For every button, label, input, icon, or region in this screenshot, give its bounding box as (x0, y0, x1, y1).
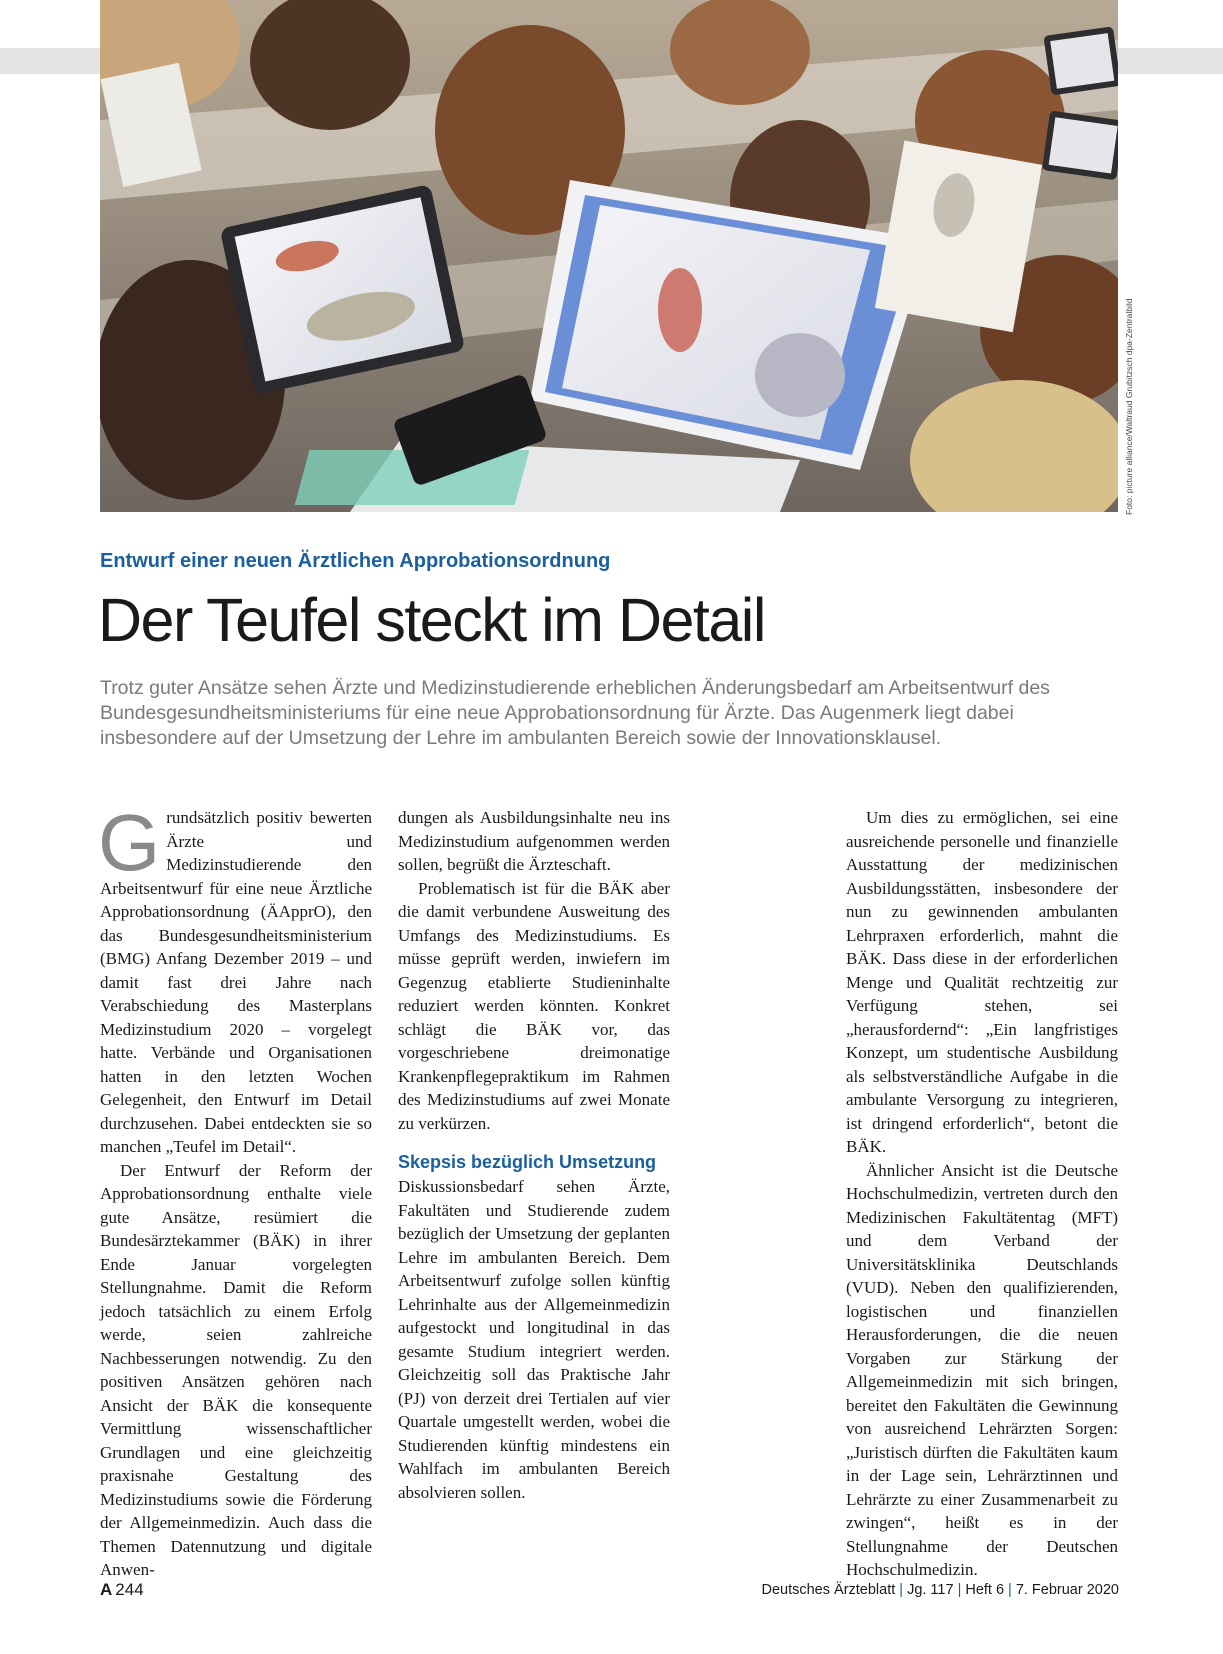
text-column-3 (846, 806, 1118, 1582)
journal-name: Deutsches Ärzteblatt (761, 1582, 896, 1598)
article-headline: Der Teufel steckt im Detail (98, 586, 765, 654)
paragraph: Der Entwurf der Reform der Approbationsordnung enthalte viele gute Ansätze, resümiert die Bundesärztekammer (BÄK) in ihrer Ende Januar vorgelegten Stellungnahme. Damit die Reform jedoch tatsächlich zu einem Erfolg werde, seien zahlreiche Nachbesserungen notwendig. Zu den positiven Ansätzen gehören nach Ansicht der BÄK die konsequente Vermittlung wissenschaftlicher Grundlagen und eine gleichzeitig praxisnahe Gestaltung des Medizinstudiums sowie die Förderung der Allgemeinmedizin. Auch dass die Themen Datennutzung und digitale Anwen- (100, 1160, 372, 1579)
paragraph: Diskussionsbedarf sehen Ärzte, Fakultäten und Studierende zudem bezüglich der Umsetzung der geplanten Lehre im ambulanten Bereich. Dem Arbeitsentwurf zufolge sollen künftig Lehrinhalte aus der Allgemeinmedizin aufgestockt und longitudinal in das gesamte Studium integriert werden. Gleichzeitig soll das Praktische Jahr (PJ) von derzeit drei Tertialen auf vier Quartale umgestellt werden, wobei die Studierenden künftig mindestens ein Wahlfach im ambulanten Bereich absolvieren sollen. (398, 1177, 670, 1502)
paragraph: Um dies zu ermöglichen, sei eine ausreichende personelle und finanzielle Ausstattung der medizinischen Ausbildungsstätten, insbesondere der nun zu gewinnenden ambulanten Lehrpraxen erforderlich, mahnt die BÄK. Dass diese in der erforderlichen Menge und Qualität rechtzeitig zur Verfügung stehen, sei „herausfordernd“: „Ein langfristiges Konzept, um studentische Ausbildung als selbstverständliche Aufgabe in die ambulante Versorgung zu integrieren, ist dringend erforderlich“, betont die BÄK. (846, 808, 1118, 1156)
page-number-value: 244 (115, 1580, 144, 1599)
header-band-left (0, 48, 100, 74)
paragraph: Ähnlicher Ansicht ist die Deutsche Hochschulmedizin, vertreten durch den Medizinischen Fakultätentag (MFT) und dem Verband der Universitätsklinika Deutschlands (VUD). Neben den qualifizierenden, logistischen und finanziellen Herausforderungen, die die neuen Vorgaben zur Stärkung der Allgemeinmedizin mit sich bringen, bereitet den Fakultäten die Gewinnung von ausreichend Lehrärzten Sorgen: „Juristisch dürften die Fakultäten kaum in der Lage sein, Lehrärztinnen und Lehrärzte zu einer Zusammenarbeit zu zwingen“, heißt es in der Stellungnahme der Deutschen Hochschulmedizin. (846, 1160, 1118, 1579)
article-kicker: Entwurf einer neuen Ärztlichen Approbationsordnung (100, 550, 611, 572)
page-prefix: A (100, 1580, 113, 1599)
page-number (100, 1580, 144, 1600)
publication-info: Deutsches Ärzteblatt | Jg. 117 | Heft 6 | 7. Februar 2020 (761, 1582, 1119, 1598)
photo-credit: Foto: picture alliance/Waltraud Grubitzsch dpa-Zentralbild (1124, 298, 1134, 515)
paragraph: Grundsätzlich positiv bewerten Ärzte und Medizinstudierende den Arbeitsentwurf für eine neue Ärztliche Approbationsordnung (ÄApprO), den das Bundesgesundheitsministerium (BMG) Anfang Dezember 2019 – und damit fast drei Jahre nach Verabschiedung des Masterplans Medizinstudium 2020 – vorgelegt hatte. Verbände und Organisationen hatten in den letzten Wochen Gelegenheit, den Entwurf im Detail durchzusehen. Dabei entdeckten sie so manchen „Teufel im Detail“. (98, 798, 372, 1156)
header-band-right (1118, 48, 1223, 74)
journal-date: 7. Februar 2020 (1015, 1582, 1119, 1598)
article-lead: Trotz guter Ansätze sehen Ärzte und Medizinstudierende erheblichen Änderungsbedarf am Arbeitsentwurf des Bundesgesundheitsministeriums für eine neue Approbationsordnung für Ärzte. Das Augenmerk liegt dabei insbesondere auf der Umsetzung der Lehre im ambulanten Bereich sowie der Innovationsklausel. (100, 677, 1050, 749)
paragraph: Problematisch ist für die BÄK aber die damit verbundene Ausweitung des Umfangs des Medizinstudiums. Es müsse geprüft werden, inwiefern im Gegenzug etablierte Studieninhalte reduziert werden könnten. Konkret schlägt die BÄK vor, das vorgeschriebene dreimonatige Krankenpflegepraktikum im Rahmen des Medizinstudiums auf zwei Monate zu verkürzen. (398, 878, 670, 1133)
paragraph: dungen als Ausbildungsinhalte neu ins Medizinstudium aufgenommen werden sollen, begrüßt die Ärzteschaft. (398, 808, 670, 874)
text-column-1 (98, 798, 372, 1582)
journal-issue: Heft 6 (965, 1582, 1005, 1598)
journal-volume: Jg. 117 (907, 1582, 954, 1598)
article-photo (100, 0, 1118, 512)
lecture-hall-photo-illustration (100, 0, 1118, 512)
text-column-2 (398, 806, 670, 1504)
drop-cap: G (98, 798, 161, 887)
section-subhead: Skepsis bezüglich Umsetzung (398, 1152, 657, 1172)
